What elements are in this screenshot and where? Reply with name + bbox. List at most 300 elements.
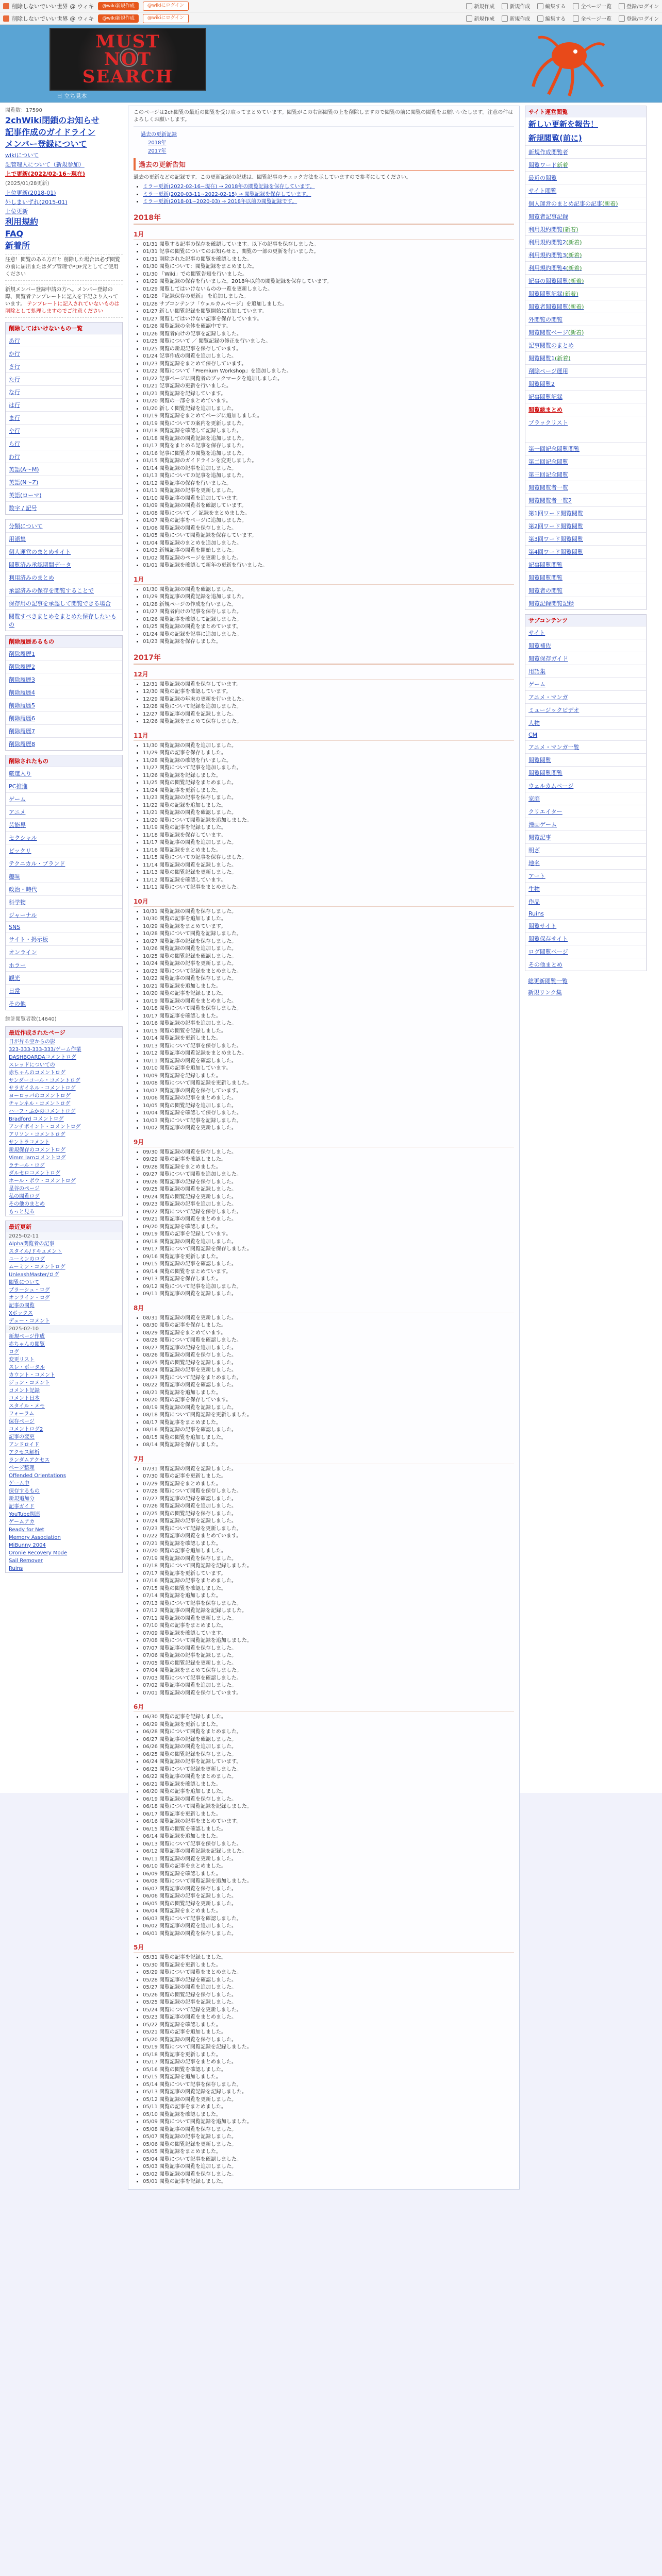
- update-log: [134, 1149, 514, 1298]
- log-text: 閲覧の記事を追加しました。: [159, 2029, 227, 2035]
- log-text: 閲覧記事をまとめました。: [159, 1419, 222, 1426]
- log-text: 閲覧の記事をまとめました。: [159, 1863, 227, 1869]
- operation-item[interactable]: [525, 377, 646, 390]
- genre-link[interactable]: SNS: [6, 921, 122, 933]
- toolbar2-login[interactable]: [619, 14, 659, 22]
- site-name-link[interactable]: [3, 2, 94, 10]
- operation-item[interactable]: [525, 274, 646, 287]
- log-entry: [143, 1496, 514, 1503]
- updated-page-link[interactable]: コメント記録: [9, 1388, 40, 1394]
- update-link[interactable]: 上で更新(2022/02-16~現在): [5, 171, 86, 177]
- operation-link[interactable]: 閲覧記録閲覧記録: [525, 597, 646, 609]
- about-wiki-link[interactable]: wikiについて: [5, 152, 39, 159]
- more-link[interactable]: もっと見る: [9, 1209, 35, 1215]
- toolbar2-edit[interactable]: [537, 14, 566, 22]
- toolbar2-new-page-2[interactable]: [502, 14, 530, 22]
- updated-page-link[interactable]: Sail Remover: [9, 1558, 43, 1564]
- genre-link[interactable]: 政治・時代: [6, 883, 122, 895]
- operation-item[interactable]: [525, 248, 646, 261]
- left-sidebar: [5, 106, 123, 2190]
- updated-page-link[interactable]: 保存ページ: [9, 1419, 35, 1425]
- member-registration-link[interactable]: メンバー登録について: [5, 139, 87, 149]
- updated-page-link[interactable]: スタイル・メモ: [9, 1403, 45, 1409]
- sub-content-link[interactable]: 閲覧サイト: [525, 919, 646, 932]
- index-item[interactable]: 数字 / 記号: [6, 501, 122, 514]
- updated-page-link[interactable]: 変更リスト: [9, 1357, 35, 1363]
- log-text: 閲覧記録の閲覧を保存しました。: [159, 1555, 237, 1562]
- genre-link[interactable]: 科学物: [6, 895, 122, 908]
- sub-content-link[interactable]: クリエイター: [525, 805, 646, 818]
- sub-content-link[interactable]: CM: [525, 729, 646, 740]
- index-item[interactable]: あ行: [6, 334, 122, 347]
- log-text: 閲覧記録のガイドラインを変更しました。: [159, 458, 257, 464]
- log-text: 閲覧記録の記事を記録しました。: [159, 1893, 237, 1899]
- log-text: 閲覧記録の閲覧を追加しました。: [159, 1744, 237, 1750]
- genre-link[interactable]: オンライン: [6, 945, 122, 958]
- recent-page-link[interactable]: アリソン・コメントログ: [9, 1132, 65, 1138]
- recent-page-link[interactable]: 新規保存のコメントログ: [9, 1147, 65, 1153]
- category-link[interactable]: 保存用の記事を承認して閲覧できる場合: [6, 597, 122, 609]
- log-entry: [143, 1345, 514, 1352]
- site-name-link-2[interactable]: [3, 14, 94, 23]
- deletion-history-item[interactable]: 削除履歴6: [6, 711, 122, 724]
- index-item[interactable]: は行: [6, 398, 122, 411]
- log-date: 10/11: [143, 1058, 158, 1064]
- mirror-link-item[interactable]: [143, 183, 514, 191]
- log-text: 閲覧記録の閲覧を更新しました。: [159, 1615, 237, 1621]
- log-entry: [143, 472, 514, 480]
- update-archive-link-1[interactable]: 上位更新(2018-01): [5, 190, 56, 196]
- log-date: 11/30: [143, 742, 158, 749]
- log-entry: [143, 832, 514, 840]
- index-item[interactable]: 英語(A〜M): [6, 463, 122, 476]
- summary-link[interactable]: 閲覧総まとめ: [525, 403, 646, 416]
- log-date: 01/21: [143, 391, 158, 397]
- deletion-history-item[interactable]: 削除履歴5: [6, 699, 122, 711]
- operation-item[interactable]: [525, 300, 646, 313]
- toolbar2-login-label: 登録/ログイン: [626, 16, 659, 22]
- toc-link-2017[interactable]: 2017年: [148, 148, 167, 154]
- log-entry: [143, 1412, 514, 1419]
- index-item[interactable]: な行: [6, 385, 122, 398]
- category-link[interactable]: 個人運営のまとめサイト: [6, 545, 122, 558]
- sub-content-link[interactable]: 閲覧保存サイト: [525, 932, 646, 945]
- updated-page-link[interactable]: ジョン・コメント: [9, 1380, 50, 1386]
- recent-page-link[interactable]: 星谷のページ: [9, 1186, 40, 1192]
- updated-page-link[interactable]: アンドロイド: [9, 1442, 40, 1448]
- log-entry: [143, 1103, 514, 1110]
- log-entry: [143, 1367, 514, 1375]
- genre-link[interactable]: セクシャル: [6, 831, 122, 844]
- category-link[interactable]: 承認済みの保存を閲覧することで: [6, 584, 122, 597]
- deletion-history-item[interactable]: 削除履歴2: [6, 660, 122, 673]
- update-log: [134, 742, 514, 892]
- log-text: 閲覧記録の記事を記録しました。: [159, 1999, 237, 2005]
- operation-link[interactable]: 第一回記念閲覧閲覧: [525, 442, 646, 455]
- sub-content-link[interactable]: 人物: [525, 716, 646, 729]
- operation-item[interactable]: [525, 210, 646, 223]
- operation-link[interactable]: 第2回ワード閲覧閲覧: [525, 519, 646, 532]
- sub-content-link[interactable]: 漫画ゲーム: [525, 818, 646, 831]
- toolbar-login[interactable]: [619, 2, 659, 10]
- sub-content-link[interactable]: 明ざ: [525, 843, 646, 856]
- updated-page-link[interactable]: 赤ちゃんの閲覧: [9, 1342, 45, 1347]
- updated-page-link[interactable]: ゲームアカ: [9, 1519, 35, 1525]
- genre-link[interactable]: ピックリ: [6, 844, 122, 857]
- log-date: 07/25: [143, 1511, 158, 1517]
- operation-link[interactable]: 閲覧閲覧者一覧: [525, 481, 646, 494]
- genre-link[interactable]: アニメ: [6, 805, 122, 818]
- genre-link[interactable]: その他: [6, 997, 122, 1010]
- log-text: 閲覧の記事を記録しました。: [159, 1714, 227, 1720]
- log-date: 09/29: [143, 1157, 158, 1162]
- log-date: 11/26: [143, 772, 158, 778]
- operation-link[interactable]: 第三回記念閲覧: [525, 468, 646, 481]
- operation-link[interactable]: ブラックリスト: [525, 416, 646, 429]
- log-date: 05/05: [143, 2149, 158, 2155]
- log-entry: [143, 1675, 514, 1683]
- sub-content-link[interactable]: 家庭: [525, 792, 646, 805]
- updated-page-link[interactable]: ページ整理: [9, 1465, 35, 1471]
- genre-link[interactable]: PC推進: [6, 779, 122, 792]
- sub-content-link[interactable]: 閲覧閲覧: [525, 753, 646, 766]
- report-update-link[interactable]: 新しい更新を報告！: [528, 120, 599, 129]
- category-link[interactable]: 用語集: [6, 532, 122, 545]
- sub-content-link[interactable]: アート: [525, 869, 646, 882]
- updated-page-link[interactable]: ゲーム中: [9, 1481, 29, 1486]
- toc-link-archive[interactable]: 過去の更新記録: [141, 132, 177, 138]
- operation-link[interactable]: 第3回ワード閲覧閲覧: [525, 532, 646, 545]
- log-text: 閲覧記録を確認しました。: [159, 2111, 222, 2117]
- genre-link[interactable]: ジャーナル: [6, 908, 122, 921]
- operation-link[interactable]: 閲覧者の閲覧: [525, 584, 646, 597]
- updated-page-link[interactable]: 記事の変更: [9, 1434, 35, 1440]
- log-text: 閲覧記録の閲覧を保存しました。: [159, 2171, 237, 2177]
- log-text: 閲覧記事の閲覧を更新しました。: [159, 1125, 237, 1131]
- operation-item[interactable]: [525, 223, 646, 235]
- updated-page-link[interactable]: カウント・コメント: [9, 1372, 55, 1378]
- mirror-link-item[interactable]: [143, 198, 514, 206]
- index-item[interactable]: 英語(N〜Z): [6, 476, 122, 488]
- recent-page-link[interactable]: 赤ちゃんのコメントログ: [9, 1070, 65, 1076]
- operation-item-label: 閲覧閲覧1: [528, 355, 555, 362]
- updated-page-link[interactable]: Ready for Net: [9, 1527, 44, 1533]
- log-entry: [143, 1434, 514, 1442]
- sub-content-link[interactable]: 閲覧閲覧閲覧: [525, 766, 646, 779]
- updated-page-link[interactable]: 保存するもの: [9, 1488, 40, 1494]
- deletion-history-item[interactable]: 削除履歴4: [6, 686, 122, 699]
- updated-page-link[interactable]: Memory Association: [9, 1535, 61, 1540]
- category-link[interactable]: 閲覧すべきまとめをまとめた保存したいもの: [6, 609, 122, 631]
- sub-content-link[interactable]: サイト: [525, 626, 646, 639]
- updated-page-link[interactable]: UnleashMaster/ログ: [9, 1272, 59, 1278]
- operation-link[interactable]: 閲覧閲覧閲覧: [525, 571, 646, 584]
- recent-page-link[interactable]: ダルセロコメントログ: [9, 1171, 60, 1176]
- operation-item[interactable]: [525, 364, 646, 377]
- sub-content-link[interactable]: 閲覧補佐: [525, 639, 646, 652]
- log-entry: [143, 1803, 514, 1811]
- recent-page-link[interactable]: 日が昇る空からの影: [9, 1039, 55, 1045]
- operation-item[interactable]: [525, 158, 646, 171]
- operation-item[interactable]: [525, 261, 646, 274]
- operation-item[interactable]: [525, 197, 646, 210]
- recent-page-link[interactable]: ラテール・ログ: [9, 1163, 45, 1168]
- log-entry: [143, 2126, 514, 2134]
- deletion-history-item[interactable]: 削除履歴3: [6, 673, 122, 686]
- sub-content-link[interactable]: 閲覧保存ガイド: [525, 652, 646, 665]
- all-updates-link[interactable]: 総更新閲覧一覧: [528, 978, 568, 985]
- recent-page-link[interactable]: 私の閲覧ログ: [9, 1194, 40, 1199]
- operation-item[interactable]: [525, 351, 646, 364]
- deletion-history-item[interactable]: 削除履歴8: [6, 737, 122, 750]
- genre-link[interactable]: 芸能界: [6, 818, 122, 831]
- login-wiki-button[interactable]: @wikiにログイン: [143, 2, 189, 11]
- sub-content-link[interactable]: 閲覧記事: [525, 831, 646, 843]
- link-collection-link[interactable]: 新規リンク集: [528, 989, 562, 996]
- log-date: 10/08: [143, 1080, 158, 1086]
- recently-updated-title: 最近更新: [6, 1221, 122, 1232]
- recent-page-link[interactable]: ハーフ・ふかのコメントログ: [9, 1109, 76, 1114]
- log-entry: [143, 1999, 514, 2007]
- operation-item[interactable]: [525, 338, 646, 351]
- recent-page-link[interactable]: Vimm lamコメントログ: [9, 1155, 66, 1161]
- toolbar-edit[interactable]: [537, 2, 566, 10]
- recent-page-link[interactable]: ホール・ボウ・コメントログ: [9, 1178, 76, 1184]
- log-text: 削除された記事の閲覧を確認しました。: [159, 256, 253, 262]
- toolbar2-new-page[interactable]: [466, 14, 494, 22]
- operation-item-label: 利用規約閲覧2: [528, 239, 566, 246]
- log-entry: [143, 1149, 514, 1157]
- log-entry: [143, 817, 514, 825]
- sub-content-link[interactable]: 地名: [525, 856, 646, 869]
- log-date: 07/08: [143, 1638, 158, 1643]
- log-entry: [143, 1481, 514, 1488]
- log-date: 07/31: [143, 1466, 158, 1472]
- category-link[interactable]: 利用済みのまとめ: [6, 571, 122, 584]
- wiki-closure-notice-link[interactable]: 2chWiki閉鎖のお知らせ: [5, 115, 100, 125]
- log-date: 06/23: [143, 1766, 158, 1772]
- sub-content-link[interactable]: ログ閲覧ページ: [525, 945, 646, 958]
- genre-link[interactable]: 厳選入り: [6, 767, 122, 779]
- updated-page-link[interactable]: MiBunny 2004: [9, 1543, 46, 1548]
- site-operation-title: サイト運営閲覧: [525, 106, 646, 117]
- log-entry: [143, 435, 514, 443]
- updated-page-link[interactable]: Offended Orientations: [9, 1473, 66, 1479]
- log-date: 05/15: [143, 2074, 158, 2080]
- recent-page-link[interactable]: アンチポイント・コメントログ: [9, 1124, 81, 1130]
- log-entry: [143, 2052, 514, 2059]
- log-text: 閲覧記録の記事を更新しました。: [159, 488, 237, 494]
- updated-page-link[interactable]: 記事ガイド: [9, 1504, 35, 1510]
- updated-page-link[interactable]: アクセス解析: [9, 1450, 40, 1455]
- updated-page-link[interactable]: 新規ページ作成: [9, 1334, 45, 1340]
- operation-item[interactable]: [525, 326, 646, 338]
- operation-item[interactable]: [525, 235, 646, 248]
- recent-page-link[interactable]: スレッドについての: [9, 1062, 55, 1068]
- new-arrivals-link[interactable]: 新着所: [5, 241, 30, 250]
- log-entry: [143, 487, 514, 495]
- faq-link[interactable]: FAQ: [5, 229, 24, 239]
- operation-item[interactable]: [525, 145, 646, 158]
- log-date: 09/17: [143, 1246, 158, 1252]
- genre-link[interactable]: 観光: [6, 971, 122, 984]
- sub-content-link[interactable]: その他まとめ: [525, 958, 646, 971]
- updated-page-link[interactable]: 閲覧について: [9, 1280, 40, 1285]
- about-admin-link[interactable]: 記管理人について（新規参加）: [5, 161, 85, 168]
- mirror-link[interactable]: ミラー更新(2018-01~2020-03) → 2018年以前の閲覧記録です。: [143, 199, 297, 205]
- updated-page-link[interactable]: スレ・ポータル: [9, 1365, 45, 1370]
- sub-content-link[interactable]: 用語集: [525, 665, 646, 677]
- log-date: 01/19: [143, 413, 158, 419]
- category-link[interactable]: 分類について: [6, 519, 122, 532]
- genre-link[interactable]: 趣味: [6, 870, 122, 883]
- toolbar2-all-pages[interactable]: [573, 14, 611, 22]
- log-date: 09/25: [143, 1187, 158, 1192]
- index-item[interactable]: た行: [6, 372, 122, 385]
- log-text: 閲覧記録の確認を行いました。: [159, 757, 232, 764]
- updated-page-link[interactable]: プラーシュ・ログ: [9, 1287, 50, 1293]
- sub-content-link[interactable]: 作品: [525, 895, 646, 908]
- updated-page-link[interactable]: Xボックス: [9, 1311, 33, 1316]
- updated-page-link[interactable]: スタイル/ドキュメント: [9, 1249, 62, 1255]
- log-entry: [143, 1375, 514, 1382]
- operation-item[interactable]: [525, 184, 646, 197]
- site-logo-banner[interactable]: [49, 28, 206, 91]
- index-item[interactable]: か行: [6, 347, 122, 360]
- log-date: 05/14: [143, 2081, 158, 2088]
- log-date: 07/13: [143, 1600, 158, 1606]
- mirror-link-item[interactable]: [143, 191, 514, 199]
- updated-page-link[interactable]: コメント日本: [9, 1396, 40, 1401]
- operation-item[interactable]: [525, 313, 646, 326]
- sub-content-link[interactable]: Ruins: [525, 908, 646, 919]
- log-entry: [143, 1563, 514, 1570]
- recent-page-link[interactable]: Bradford コメントログ: [9, 1116, 64, 1122]
- updated-page-link[interactable]: Ruins: [9, 1566, 23, 1571]
- operation-link[interactable]: 第二回記念閲覧: [525, 455, 646, 468]
- updated-page-link[interactable]: Alpha閲覧者の記事: [9, 1241, 55, 1247]
- index-item[interactable]: さ行: [6, 360, 122, 372]
- recent-page-link[interactable]: DASHBOARDAコメントログ: [9, 1055, 76, 1060]
- recent-page-link[interactable]: サンダーコール・コメントログ: [9, 1078, 80, 1083]
- log-date: 07/28: [143, 1488, 158, 1494]
- log-entry: [143, 1992, 514, 1999]
- updated-page-link[interactable]: デュー・コメント: [9, 1318, 50, 1324]
- log-text: 閲覧の記事を追加しています。: [159, 1065, 231, 1071]
- log-text: 閲覧記事の閲覧記録を追加しました。: [159, 594, 247, 600]
- updated-page-link[interactable]: YouTube関連: [9, 1512, 40, 1517]
- sub-content-link[interactable]: アニメ・マンガ: [525, 690, 646, 703]
- toc-link-2018[interactable]: 2018年: [148, 140, 167, 146]
- sub-content-link[interactable]: ゲーム: [525, 677, 646, 690]
- login-wiki-button-2[interactable]: @wikiにログイン: [143, 14, 189, 23]
- updated-page-link[interactable]: ランダムアクセス: [9, 1458, 50, 1463]
- deletion-history-item[interactable]: 削除履歴7: [6, 724, 122, 737]
- article-guideline-link[interactable]: 記事作成のガイドライン: [5, 127, 96, 137]
- updated-page-link[interactable]: フォーラム: [9, 1411, 35, 1417]
- genre-link[interactable]: ホラー: [6, 958, 122, 971]
- log-date: 12/28: [143, 704, 158, 709]
- recent-page-link[interactable]: サラガイネル・コメントログ: [9, 1086, 76, 1091]
- updated-page-link[interactable]: 記事の閲覧: [9, 1303, 35, 1309]
- toolbar-new-page[interactable]: [466, 2, 494, 10]
- operation-item[interactable]: [525, 390, 646, 403]
- updated-page-link[interactable]: Oronie Recovery Mode: [9, 1550, 68, 1556]
- log-entry: [143, 862, 514, 870]
- log-date: 01/22: [143, 368, 158, 374]
- creature-illustration-icon: [528, 30, 605, 97]
- log-date: 10/18: [143, 1006, 158, 1011]
- log-entry: [143, 1637, 514, 1645]
- recent-page-link[interactable]: ヨーロッパのコメントログ: [9, 1093, 71, 1099]
- recent-page-link[interactable]: 323-333-333-333/ゲーム作業: [9, 1047, 81, 1053]
- update-log: [134, 681, 514, 726]
- sub-content-link[interactable]: ミュージックビデオ: [525, 703, 646, 716]
- index-item[interactable]: ま行: [6, 411, 122, 424]
- updated-page-link[interactable]: コメントログ2: [9, 1427, 43, 1432]
- genre-link[interactable]: ゲーム: [6, 792, 122, 805]
- log-date: 01/10: [143, 495, 158, 501]
- updated-page-link[interactable]: ムーミン・コメントログ: [9, 1264, 65, 1270]
- index-item[interactable]: ら行: [6, 437, 122, 450]
- genre-link[interactable]: 日常: [6, 984, 122, 997]
- category-link[interactable]: 閲覧済み承認期間データ: [6, 558, 122, 571]
- index-item[interactable]: わ行: [6, 450, 122, 463]
- log-entry: [143, 960, 514, 968]
- create-wiki-button-2[interactable]: @wiki新規作成: [98, 14, 139, 23]
- toolbar-all-pages[interactable]: [573, 2, 611, 10]
- operation-item[interactable]: [525, 171, 646, 184]
- sub-content-link[interactable]: 生物: [525, 882, 646, 895]
- update-archive-link-2[interactable]: 外しまいずれ(2015-01): [5, 199, 68, 206]
- genre-link[interactable]: サイト・掲示板: [6, 933, 122, 945]
- log-date: 07/23: [143, 1526, 158, 1532]
- sub-content-link[interactable]: ウェルカムページ: [525, 779, 646, 792]
- operation-link[interactable]: 第1回ワード閲覧閲覧: [525, 506, 646, 519]
- updated-page-link[interactable]: ログ: [9, 1349, 19, 1355]
- log-date: 11/25: [143, 780, 158, 786]
- log-entry: [143, 1977, 514, 1985]
- deletion-history-item[interactable]: 削除履歴1: [6, 647, 122, 660]
- log-date: 01/24: [143, 353, 158, 359]
- operation-link[interactable]: 第4回ワード閲覧閲覧: [525, 545, 646, 558]
- log-text: 閲覧について記事を記録しました。: [159, 1117, 242, 1124]
- log-date: 07/19: [143, 1555, 158, 1562]
- new-view-link[interactable]: 新規閲覧(前に): [528, 133, 582, 143]
- recent-page-link[interactable]: チャンネル・コメントログ: [9, 1101, 71, 1107]
- terms-link[interactable]: 利用規約: [5, 217, 39, 227]
- updated-page-link[interactable]: 新規追加分: [9, 1496, 35, 1502]
- create-wiki-button[interactable]: @wiki新規作成: [98, 2, 139, 10]
- index-item[interactable]: や行: [6, 424, 122, 437]
- index-item[interactable]: 英語(ローマ): [6, 488, 122, 501]
- mirror-link[interactable]: ミラー更新(2020-03-11~2022-02-15) → 閲覧記録を保存しています。: [143, 191, 311, 197]
- genre-link[interactable]: テクニカル・ブランド: [6, 857, 122, 870]
- updated-page-link[interactable]: ユーミンのログ: [9, 1257, 45, 1262]
- toolbar-new-page-2[interactable]: [502, 2, 530, 10]
- operation-link[interactable]: 閲覧閲覧者一覧2: [525, 494, 646, 506]
- operation-item[interactable]: [525, 287, 646, 300]
- operation-link[interactable]: 記事閲覧閲覧: [525, 558, 646, 571]
- log-entry: [143, 1511, 514, 1518]
- sub-content-link[interactable]: アニメ・マンガ一覧: [525, 740, 646, 753]
- recent-page-link[interactable]: サントラコメント: [9, 1140, 50, 1145]
- recent-page-link[interactable]: その他のまとめ: [9, 1201, 45, 1207]
- log-entry: [143, 1442, 514, 1449]
- updated-page-link[interactable]: オンライン・ログ: [9, 1295, 50, 1301]
- mirror-link[interactable]: ミラー更新(2022-02-16~現在) → 2018年の閲覧記録を保存しています。: [143, 184, 315, 190]
- update-archive-link-3[interactable]: 上位更新: [5, 208, 28, 215]
